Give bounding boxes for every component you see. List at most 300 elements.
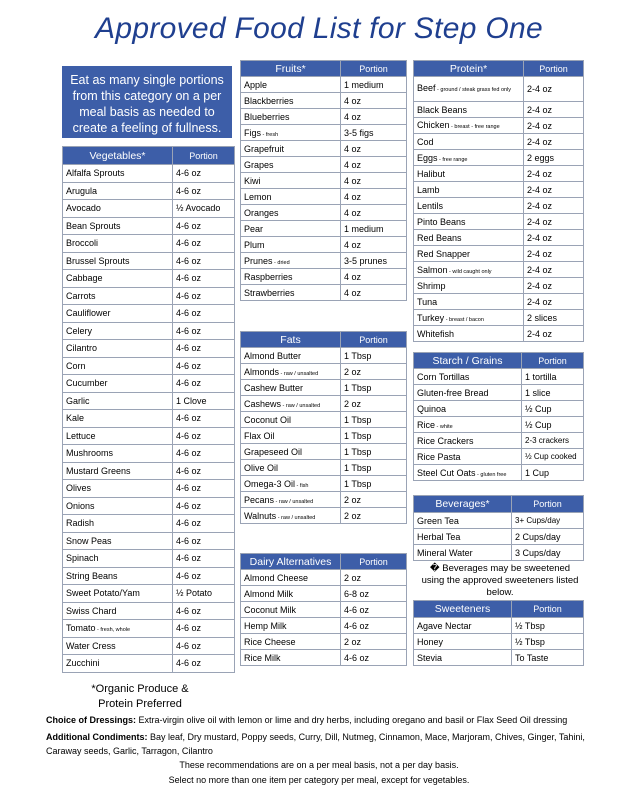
portion-cell: 2-4 oz bbox=[524, 294, 584, 310]
table-row bbox=[241, 444, 407, 460]
food-name-cell bbox=[63, 462, 173, 480]
footer-line-1: These recommendations are on a per meal basis, not a per day basis. bbox=[179, 760, 459, 770]
food-name-cell bbox=[241, 650, 341, 666]
table-row bbox=[241, 269, 407, 285]
food-name: Cabbage bbox=[66, 273, 103, 284]
food-name-cell bbox=[241, 428, 341, 444]
food-name-cell bbox=[241, 460, 341, 476]
food-name-cell bbox=[241, 476, 341, 492]
food-name: Tomato bbox=[66, 623, 96, 634]
food-name-cell bbox=[414, 310, 524, 326]
food-name: Coconut Milk bbox=[244, 604, 297, 615]
food-name: Broccoli bbox=[66, 238, 99, 249]
table-row bbox=[414, 385, 584, 401]
table-row bbox=[241, 618, 407, 634]
dressings-label: Choice of Dressings: bbox=[46, 715, 137, 725]
portion-cell: 2-4 oz bbox=[524, 246, 584, 262]
portion-header: Portion bbox=[524, 61, 584, 77]
food-name-cell bbox=[241, 157, 341, 173]
food-name-cell bbox=[414, 369, 522, 385]
table-row bbox=[63, 637, 235, 655]
table-row bbox=[63, 322, 235, 340]
food-name: Garlic bbox=[66, 395, 90, 406]
portion-cell: 2 oz bbox=[341, 396, 407, 412]
food-name-cell bbox=[63, 392, 173, 410]
portion-header: Portion bbox=[512, 496, 584, 513]
food-note: - raw / unsalted bbox=[274, 498, 314, 505]
food-name-cell bbox=[414, 529, 512, 545]
food-name-cell bbox=[241, 492, 341, 508]
portion-cell: 1 slice bbox=[522, 385, 584, 401]
portion-header: Portion bbox=[341, 61, 407, 77]
food-name-cell bbox=[414, 214, 524, 230]
food-name-cell bbox=[414, 198, 524, 214]
food-name: Corn bbox=[66, 360, 86, 371]
food-name-cell bbox=[241, 77, 341, 93]
portion-cell: 1 Tbsp bbox=[341, 412, 407, 428]
portion-cell: 2 oz bbox=[341, 570, 407, 586]
portion-cell: ½ Cup bbox=[522, 417, 584, 433]
portion-cell: 4-6 oz bbox=[173, 322, 235, 340]
food-name: Chicken bbox=[417, 119, 450, 130]
food-name: Water Cress bbox=[66, 640, 116, 651]
portion-cell: 4-6 oz bbox=[173, 235, 235, 253]
food-name: Almond Butter bbox=[244, 350, 302, 361]
food-name: Figs bbox=[244, 127, 262, 138]
portion-cell: 4-6 oz bbox=[173, 357, 235, 375]
food-name-cell bbox=[63, 375, 173, 393]
table-row bbox=[241, 602, 407, 618]
portion-cell: 2-4 oz bbox=[524, 77, 584, 102]
table-header: Dairy Alternatives bbox=[241, 554, 341, 570]
portion-cell: 1 Tbsp bbox=[341, 460, 407, 476]
food-name-cell bbox=[414, 77, 524, 102]
table-header: Fats bbox=[241, 332, 341, 348]
food-note: - fresh, whole bbox=[95, 627, 131, 634]
table-row bbox=[241, 634, 407, 650]
food-name: Grapeseed Oil bbox=[244, 446, 303, 457]
portion-cell: 4-6 oz bbox=[341, 602, 407, 618]
portion-cell: 4-6 oz bbox=[173, 410, 235, 428]
table-row bbox=[414, 230, 584, 246]
food-note: - white bbox=[435, 423, 453, 430]
table-row bbox=[241, 508, 407, 524]
food-name: Avocado bbox=[66, 203, 101, 214]
dressings-text: Extra-virgin olive oil with lemon or lime and dry herbs, including oregano and basil or Flax Seed Oil dressing bbox=[136, 715, 568, 725]
table-row bbox=[63, 620, 235, 638]
food-name: Almond Cheese bbox=[244, 572, 309, 583]
food-name-cell bbox=[241, 125, 341, 141]
food-name-cell bbox=[63, 497, 173, 515]
portion-cell: 4-6 oz bbox=[173, 305, 235, 323]
food-note: - gluten free bbox=[475, 471, 507, 478]
table-row bbox=[414, 513, 584, 529]
portion-cell: 2 eggs bbox=[524, 150, 584, 166]
food-name: Agave Nectar bbox=[417, 620, 472, 631]
table-row bbox=[241, 253, 407, 269]
table-row bbox=[414, 417, 584, 433]
food-name: Rice bbox=[417, 419, 436, 430]
portion-cell: 1 Clove bbox=[173, 392, 235, 410]
food-name-cell bbox=[63, 620, 173, 638]
portion-cell: 2 oz bbox=[341, 634, 407, 650]
portion-cell: ½ Cup cooked bbox=[522, 449, 584, 465]
table-row bbox=[63, 270, 235, 288]
food-name: Carrots bbox=[66, 290, 96, 301]
portion-cell: 1 medium bbox=[341, 77, 407, 93]
portion-cell: 1 Tbsp bbox=[341, 476, 407, 492]
food-name: Beef bbox=[417, 83, 436, 93]
portion-cell: 2 Cups/day bbox=[512, 529, 584, 545]
portion-cell: 4-6 oz bbox=[173, 182, 235, 200]
table-row bbox=[241, 428, 407, 444]
food-name-cell bbox=[241, 205, 341, 221]
food-name-cell bbox=[63, 217, 173, 235]
table-row bbox=[241, 157, 407, 173]
portion-cell: 4 oz bbox=[341, 269, 407, 285]
table-row bbox=[414, 401, 584, 417]
table-row bbox=[414, 150, 584, 166]
table-row bbox=[63, 427, 235, 445]
food-note: - breast / bacon bbox=[444, 316, 484, 323]
food-note: - breast - free range bbox=[449, 123, 500, 130]
portion-cell: 4-6 oz bbox=[173, 637, 235, 655]
beverages-table bbox=[413, 495, 584, 561]
portion-cell: ½ Tbsp bbox=[512, 618, 584, 634]
food-name-cell bbox=[63, 480, 173, 498]
food-name-cell bbox=[414, 294, 524, 310]
table-row bbox=[414, 294, 584, 310]
food-name: Grapes bbox=[244, 159, 274, 170]
portion-cell: To Taste bbox=[512, 650, 584, 666]
food-name-cell bbox=[241, 221, 341, 237]
starch-grains-table bbox=[413, 352, 584, 481]
food-name: Hemp Milk bbox=[244, 620, 287, 631]
portion-cell: 2-4 oz bbox=[524, 198, 584, 214]
food-name-cell bbox=[241, 634, 341, 650]
portion-cell: 2-4 oz bbox=[524, 134, 584, 150]
table-header: Beverages* bbox=[414, 496, 512, 513]
table-row bbox=[414, 465, 584, 481]
portion-cell: 4 oz bbox=[341, 141, 407, 157]
table-row bbox=[241, 205, 407, 221]
table-header: Protein* bbox=[414, 61, 524, 77]
food-name-cell bbox=[414, 150, 524, 166]
portion-cell: 4-6 oz bbox=[173, 497, 235, 515]
food-name-cell bbox=[63, 287, 173, 305]
food-name: String Beans bbox=[66, 570, 118, 581]
food-name: Rice Cheese bbox=[244, 636, 296, 647]
food-note: - fish bbox=[295, 482, 309, 489]
food-name-cell bbox=[63, 305, 173, 323]
table-row bbox=[414, 449, 584, 465]
food-name-cell bbox=[414, 634, 512, 650]
food-name: Almond Milk bbox=[244, 588, 294, 599]
food-name: Whitefish bbox=[417, 328, 455, 339]
food-name: Salmon bbox=[417, 264, 448, 275]
food-name-cell bbox=[63, 410, 173, 428]
food-name: Eggs bbox=[417, 152, 438, 163]
food-name-cell bbox=[241, 93, 341, 109]
food-name-cell bbox=[241, 570, 341, 586]
table-header: Sweeteners bbox=[414, 601, 512, 618]
food-name: Oranges bbox=[244, 207, 279, 218]
food-name: Sweet Potato/Yam bbox=[66, 588, 140, 599]
portion-header: Portion bbox=[512, 601, 584, 618]
table-row bbox=[241, 189, 407, 205]
food-name: Red Snapper bbox=[417, 248, 471, 259]
food-name: Kiwi bbox=[244, 175, 261, 186]
portion-cell: 1 Tbsp bbox=[341, 348, 407, 364]
portion-cell: ½ Potato bbox=[173, 585, 235, 603]
portion-cell: 1 Tbsp bbox=[341, 380, 407, 396]
food-name: Herbal Tea bbox=[417, 531, 461, 542]
food-name-cell bbox=[414, 465, 522, 481]
food-name: Strawberries bbox=[244, 287, 295, 298]
protein-table bbox=[413, 60, 584, 342]
portion-cell: 2-3 crackers bbox=[522, 433, 584, 449]
table-header: Fruits* bbox=[241, 61, 341, 77]
portion-cell: 4-6 oz bbox=[173, 375, 235, 393]
food-name-cell bbox=[414, 230, 524, 246]
food-name: Spinach bbox=[66, 553, 99, 564]
food-name-cell bbox=[414, 618, 512, 634]
table-row bbox=[63, 462, 235, 480]
food-name: Snow Peas bbox=[66, 535, 112, 546]
food-name: Bean Sprouts bbox=[66, 220, 121, 231]
table-row bbox=[63, 585, 235, 603]
table-row bbox=[241, 380, 407, 396]
food-note: - fresh bbox=[261, 131, 279, 138]
food-name: Celery bbox=[66, 325, 93, 336]
food-name: Tuna bbox=[417, 296, 438, 307]
food-name: Raspberries bbox=[244, 271, 293, 282]
organic-note-line-1: *Organic Produce & bbox=[91, 683, 189, 695]
beverage-note: � Beverages may be sweetened using the approved sweeteners listed below. bbox=[421, 563, 579, 598]
food-note: - raw / unsalted bbox=[281, 402, 321, 409]
table-row bbox=[241, 221, 407, 237]
food-name: Arugula bbox=[66, 185, 98, 196]
food-name: Halibut bbox=[417, 168, 446, 179]
table-header: Vegetables* bbox=[63, 147, 173, 165]
food-name: Swiss Chard bbox=[66, 605, 117, 616]
portion-cell: 1 tortilla bbox=[522, 369, 584, 385]
table-row bbox=[63, 165, 235, 183]
food-name-cell bbox=[241, 412, 341, 428]
food-name-cell bbox=[241, 285, 341, 301]
food-name-cell bbox=[241, 237, 341, 253]
table-row bbox=[63, 340, 235, 358]
food-name: Mineral Water bbox=[417, 547, 473, 558]
food-name: Stevia bbox=[417, 652, 443, 663]
portion-cell: 3-5 figs bbox=[341, 125, 407, 141]
food-name: Mushrooms bbox=[66, 448, 114, 459]
food-name: Radish bbox=[66, 518, 95, 529]
food-name: Olive Oil bbox=[244, 462, 279, 473]
table-row bbox=[241, 125, 407, 141]
portion-cell: 2-4 oz bbox=[524, 118, 584, 134]
portion-cell: 2 slices bbox=[524, 310, 584, 326]
food-name: Cashew Butter bbox=[244, 382, 304, 393]
food-name-cell bbox=[414, 246, 524, 262]
table-row bbox=[414, 134, 584, 150]
food-name: Brussel Sprouts bbox=[66, 255, 130, 266]
food-name-cell bbox=[241, 602, 341, 618]
food-name-cell bbox=[241, 364, 341, 380]
table-row bbox=[63, 305, 235, 323]
portion-cell: 4-6 oz bbox=[173, 515, 235, 533]
portion-cell: 4 oz bbox=[341, 157, 407, 173]
food-name-cell bbox=[241, 444, 341, 460]
table-row bbox=[63, 200, 235, 218]
portion-cell: 3-5 prunes bbox=[341, 253, 407, 269]
page-title: Approved Food List for Step One bbox=[95, 12, 543, 45]
portion-cell: ½ Cup bbox=[522, 401, 584, 417]
portion-cell: 4 oz bbox=[341, 109, 407, 125]
table-row bbox=[241, 173, 407, 189]
organic-note-line-2: Protein Preferred bbox=[98, 698, 182, 710]
food-name-cell bbox=[414, 166, 524, 182]
food-name: Blueberries bbox=[244, 111, 290, 122]
table-row bbox=[63, 357, 235, 375]
table-row bbox=[414, 166, 584, 182]
portion-cell: 4-6 oz bbox=[173, 480, 235, 498]
food-name: Walnuts bbox=[244, 510, 277, 521]
food-note: - ground / steak grass fed only bbox=[435, 87, 512, 93]
table-row bbox=[414, 198, 584, 214]
food-name: Lentils bbox=[417, 200, 444, 211]
table-row bbox=[63, 550, 235, 568]
food-name: Quinoa bbox=[417, 403, 447, 414]
food-name-cell bbox=[414, 102, 524, 118]
table-row bbox=[63, 182, 235, 200]
food-name: Cashews bbox=[244, 398, 282, 409]
table-row bbox=[241, 93, 407, 109]
food-name-cell bbox=[63, 532, 173, 550]
table-row bbox=[414, 433, 584, 449]
portion-cell: 2-4 oz bbox=[524, 326, 584, 342]
food-name-cell bbox=[241, 189, 341, 205]
portion-cell: 4 oz bbox=[341, 189, 407, 205]
portion-cell: 4-6 oz bbox=[173, 270, 235, 288]
table-row bbox=[63, 532, 235, 550]
table-row bbox=[241, 412, 407, 428]
food-name: Almonds bbox=[244, 366, 280, 377]
food-name-cell bbox=[63, 182, 173, 200]
portion-cell: 4-6 oz bbox=[173, 550, 235, 568]
portion-cell: ½ Tbsp bbox=[512, 634, 584, 650]
table-row bbox=[414, 182, 584, 198]
food-name: Coconut Oil bbox=[244, 414, 292, 425]
table-row bbox=[414, 326, 584, 342]
food-name-cell bbox=[241, 253, 341, 269]
food-name-cell bbox=[241, 269, 341, 285]
food-name-cell bbox=[414, 433, 522, 449]
food-name: Lettuce bbox=[66, 430, 96, 441]
table-row bbox=[241, 285, 407, 301]
portion-header: Portion bbox=[341, 332, 407, 348]
portion-cell: 4-6 oz bbox=[173, 602, 235, 620]
portion-cell: 4 oz bbox=[341, 205, 407, 221]
table-row bbox=[63, 655, 235, 673]
table-row bbox=[63, 410, 235, 428]
portion-cell: 4 oz bbox=[341, 93, 407, 109]
food-name-cell bbox=[241, 396, 341, 412]
food-name-cell bbox=[63, 567, 173, 585]
table-row bbox=[241, 77, 407, 93]
table-row bbox=[414, 529, 584, 545]
table-row bbox=[63, 515, 235, 533]
table-row bbox=[414, 262, 584, 278]
food-name-cell bbox=[414, 385, 522, 401]
portion-cell: 4-6 oz bbox=[173, 252, 235, 270]
table-row bbox=[414, 369, 584, 385]
food-name: Apple bbox=[244, 79, 268, 90]
table-row bbox=[241, 650, 407, 666]
food-name: Blackberries bbox=[244, 95, 294, 106]
table-row bbox=[63, 217, 235, 235]
table-row bbox=[241, 109, 407, 125]
food-name-cell bbox=[63, 602, 173, 620]
table-row bbox=[414, 77, 584, 102]
food-name: Shrimp bbox=[417, 280, 446, 291]
food-name: Gluten-free Bread bbox=[417, 387, 489, 398]
table-row bbox=[414, 246, 584, 262]
portion-cell: 4-6 oz bbox=[173, 620, 235, 638]
condiments-text: Bay leaf, Dry mustard, Poppy seeds, Curry, Dill, Nutmeg, Cinnamon, Mace, Marjoram, Chives, Ginger, Tahini, Caraway seeds, Garlic, Tarragon, Cilantro bbox=[46, 732, 585, 756]
portion-cell: 1 medium bbox=[341, 221, 407, 237]
condiments-label: Additional Condiments: bbox=[46, 732, 148, 742]
table-row bbox=[241, 141, 407, 157]
food-note: - raw / unsalted bbox=[276, 514, 316, 521]
table-row bbox=[241, 476, 407, 492]
food-name-cell bbox=[241, 508, 341, 524]
table-row bbox=[414, 634, 584, 650]
food-name-cell bbox=[241, 141, 341, 157]
food-name-cell bbox=[63, 270, 173, 288]
food-name-cell bbox=[414, 278, 524, 294]
food-name-cell bbox=[63, 252, 173, 270]
portion-cell: 3+ Cups/day bbox=[512, 513, 584, 529]
table-row bbox=[63, 235, 235, 253]
portion-cell: 2 oz bbox=[341, 364, 407, 380]
food-note: - wild caught only bbox=[447, 268, 492, 275]
food-name-cell bbox=[414, 182, 524, 198]
organic-note bbox=[80, 682, 200, 712]
table-row bbox=[241, 492, 407, 508]
food-name-cell bbox=[414, 134, 524, 150]
food-name: Rice Pasta bbox=[417, 451, 461, 462]
sweeteners-table bbox=[413, 600, 584, 666]
food-name-cell bbox=[63, 550, 173, 568]
table-row bbox=[414, 310, 584, 326]
table-row bbox=[63, 287, 235, 305]
portion-cell: 4-6 oz bbox=[173, 340, 235, 358]
portion-cell: 3 Cups/day bbox=[512, 545, 584, 561]
food-name-cell bbox=[63, 637, 173, 655]
food-name: Cucumber bbox=[66, 378, 108, 389]
portion-cell: 2 oz bbox=[341, 508, 407, 524]
portion-cell: 2-4 oz bbox=[524, 166, 584, 182]
food-name-cell bbox=[63, 235, 173, 253]
food-name-cell bbox=[414, 650, 512, 666]
portion-cell: 2-4 oz bbox=[524, 262, 584, 278]
food-name: Green Tea bbox=[417, 515, 459, 526]
table-row bbox=[63, 392, 235, 410]
food-name: Onions bbox=[66, 500, 95, 511]
portion-cell: 6-8 oz bbox=[341, 586, 407, 602]
food-name-cell bbox=[63, 357, 173, 375]
